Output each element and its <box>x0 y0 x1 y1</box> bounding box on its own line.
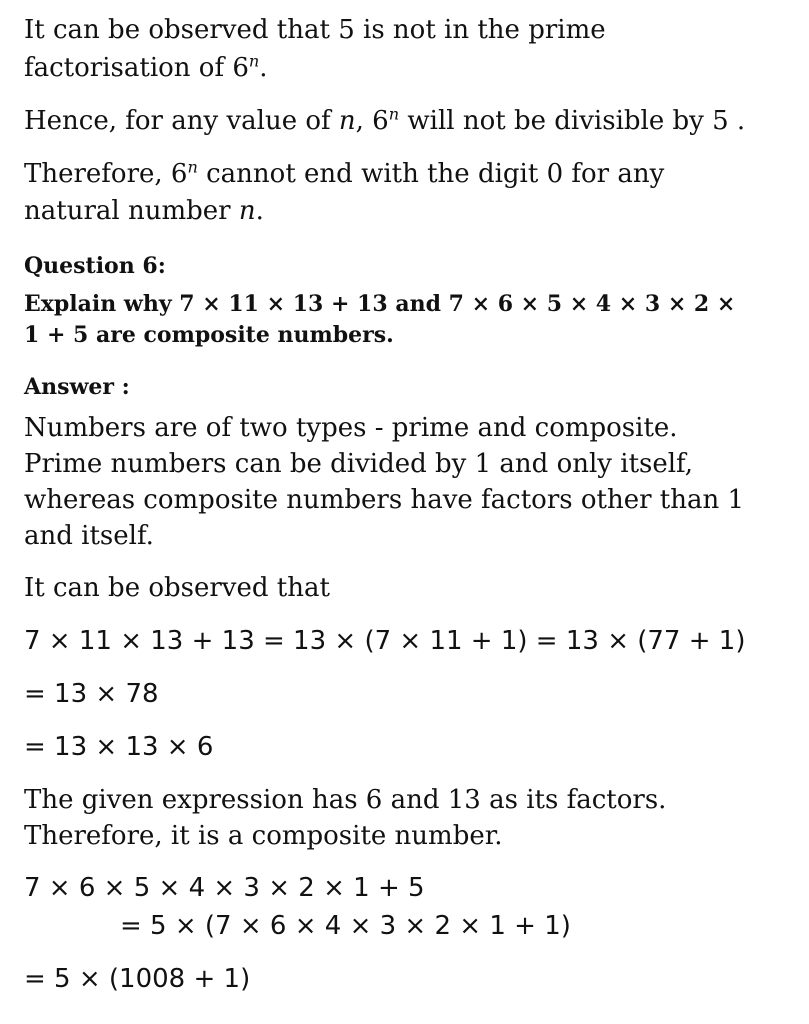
answer-intro-line: whereas composite numbers have factors other than 1 <box>24 485 745 515</box>
answer-intro-line: and itself. <box>24 521 154 551</box>
equation-3: = 13 × 13 × 6 <box>24 732 214 762</box>
answer-intro <box>24 410 744 554</box>
question-text-line-1: Explain why 7 × 11 × 13 + 13 and 7 × 6 × 5 × 4 × 3 × 2 × <box>24 291 736 317</box>
natural-number-line: natural number n. <box>24 196 264 226</box>
question-heading: Question 6: <box>24 253 166 279</box>
equation-5: = 5 × (7 × 6 × 4 × 3 × 2 × 1 + 1) <box>120 911 571 941</box>
equation-2: = 13 × 78 <box>24 679 159 709</box>
conclusion-line: Therefore, it is a composite number. <box>24 821 503 851</box>
observed-line: It can be observed that <box>24 573 330 603</box>
first-expression-conclusion <box>24 782 666 854</box>
question-text-line-2: 1 + 5 are composite numbers. <box>24 322 394 348</box>
digit-zero-statement: Therefore, 6$^n$ cannot end with the digit 0 for any <box>24 157 665 189</box>
equation-1: 7 × 11 × 13 + 13 = 13 × (7 × 11 + 1) = 13 × (77 + 1) <box>24 626 746 656</box>
answer-heading: Answer : <box>24 374 130 400</box>
conclusion-line: The given expression has 6 and 13 as its factors. <box>24 785 667 815</box>
divisibility-statement: Hence, for any value of n, 6$^n$ will not be divisible by 5 . <box>24 104 746 136</box>
answer-intro-line: Prime numbers can be divided by 1 and only itself, <box>24 449 694 479</box>
answer-intro-line: Numbers are of two types - prime and composite. <box>24 413 678 443</box>
equation-4: 7 × 6 × 5 × 4 × 3 × 2 × 1 + 5 <box>24 873 425 903</box>
equation-6: = 5 × (1008 + 1) <box>24 964 251 994</box>
prime-factor-statement: It can be observed that 5 is not in the prime <box>24 15 606 45</box>
factorisation-line: factorisation of 6$^n$. <box>24 51 268 83</box>
